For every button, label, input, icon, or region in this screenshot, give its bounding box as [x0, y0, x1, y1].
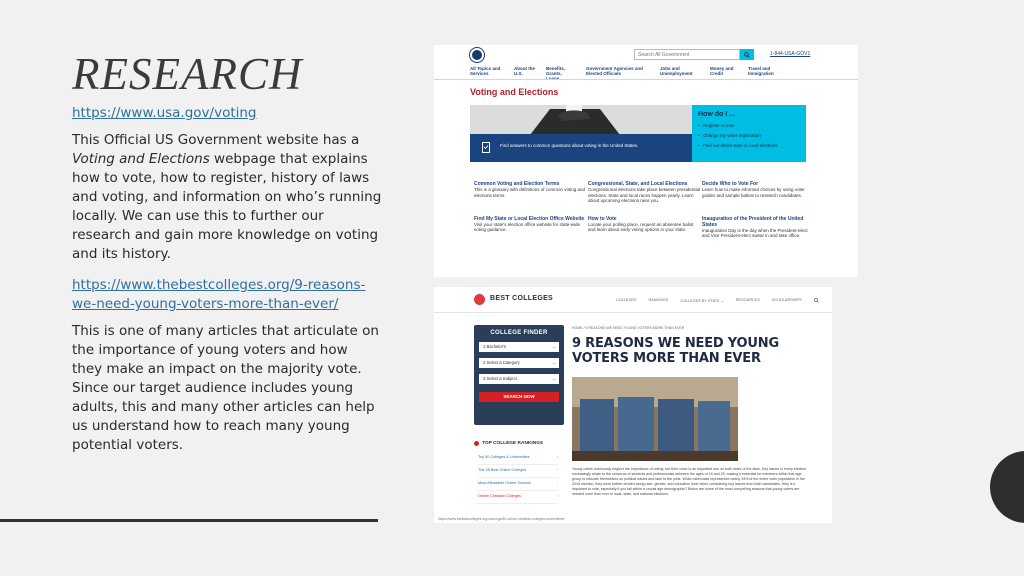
how-do-i-link[interactable]: • Change my voter registration	[698, 133, 800, 138]
best-colleges-link[interactable]: https://www.thebestcolleges.org/9-reasons-we-need-young-voters-more-than-ever/	[72, 277, 366, 312]
best-colleges-description: This is one of many articles that articulate on the importance of young voters and how they make an impact on the majority vote. Since our target audience includes young adults, this and many other articles can help us understand how to reach many young potential voters.	[72, 323, 379, 453]
ballot-hand-image	[470, 105, 692, 135]
best-colleges-screenshot	[434, 287, 832, 523]
chevron-down-icon: ⌄	[552, 344, 556, 349]
usa-gov-logo[interactable]	[470, 48, 484, 62]
topic-card-body: Visit your state's election office website for state-wide voting guidance.	[474, 221, 580, 232]
bc-menu-item[interactable]: RESOURCES	[735, 298, 760, 302]
bc-menu-item[interactable]: RANKINGS	[648, 298, 669, 302]
ranking-label: Most Affordable Online Schools	[478, 481, 531, 485]
chevron-right-icon: ›	[556, 468, 558, 472]
topic-card-title[interactable]: Common Voting and Election Terms	[474, 181, 560, 187]
ranking-link[interactable]	[478, 465, 558, 478]
chevron-down-icon: ⌄	[552, 376, 556, 381]
usa-gov-screenshot	[434, 45, 858, 277]
select-value: 3 Select a Subject	[483, 376, 517, 381]
ranking-label: Top 50 Colleges & Universities	[478, 455, 530, 459]
desc1-italic: Voting and Elections	[72, 151, 210, 167]
usa-how-do-i-panel	[692, 105, 806, 162]
usa-gov-link[interactable]: https://www.usa.gov/voting	[72, 105, 257, 121]
slide-text-column	[72, 104, 382, 455]
ranking-link[interactable]	[478, 452, 558, 465]
usa-nav-item[interactable]	[546, 66, 576, 80]
topic-card[interactable]	[588, 216, 702, 239]
topic-card-body: Inauguration Day is the day when the President-elect and Vice President-elect swear in and take office.	[702, 227, 808, 238]
voting-booths-image	[572, 377, 738, 461]
usa-nav-label: Government Agencies and Elected Officials	[586, 66, 643, 76]
chevron-right-icon: ›	[556, 481, 558, 485]
topic-card-title[interactable]: Congressional, State, and Local Elections	[588, 181, 688, 187]
checklist-icon	[482, 142, 490, 153]
how-do-i-title: How do I ...	[698, 111, 735, 118]
select-value: 1 Bachelor's	[483, 344, 506, 349]
usa-nav-divider	[434, 79, 858, 80]
desc1-suffix: webpage that explains how to vote, how to register, history of laws and voting, and information on who’s running locally. We can use this to further our research and gain more knowledge on voting and its history.	[72, 151, 382, 262]
usa-nav-label: Benefits, Grants,	[546, 66, 566, 76]
bc-menu-item[interactable]: COLLEGES	[616, 298, 637, 302]
topic-card[interactable]	[474, 181, 588, 204]
college-finder	[474, 325, 564, 425]
select-value: 2 Select a Category	[483, 360, 520, 365]
ranking-label: Online Christian Colleges	[478, 494, 521, 498]
how-do-i-link[interactable]: • Register to vote	[698, 123, 800, 128]
bc-menu-item[interactable]: COLLEGES BY STATE ⌄	[680, 299, 724, 303]
usa-search-input[interactable]: Search All Government	[634, 49, 740, 60]
rankings-title: TOP COLLEGE RANKINGS	[482, 441, 544, 446]
degree-select[interactable]	[479, 342, 559, 352]
usa-nav-label: All Topics and Services	[470, 66, 501, 76]
chevron-right-icon: ›	[556, 494, 558, 498]
topic-card[interactable]	[474, 216, 588, 239]
bottom-rule	[0, 519, 378, 522]
usa-nav-item[interactable]	[748, 66, 782, 80]
usa-page-heading: Voting and Elections	[470, 87, 559, 97]
usa-nav	[470, 66, 830, 80]
rankings-icon	[474, 441, 479, 446]
usa-nav-item[interactable]	[514, 66, 536, 80]
slide-title: RESEARCH	[72, 49, 303, 99]
rankings-list	[478, 452, 558, 504]
bc-brand[interactable]: BEST COLLEGES	[490, 295, 554, 302]
usa-gov-description	[72, 131, 382, 264]
usa-search-button[interactable]	[740, 49, 754, 60]
topic-card-title[interactable]: Inauguration of the President of the United States	[702, 215, 804, 228]
usa-hero-image	[470, 105, 692, 162]
usa-nav-label: Money and Credit	[710, 66, 734, 76]
breadcrumb[interactable]: HOME / 9 REASONS WE NEED YOUNG VOTERS MORE THAN EVER	[572, 326, 685, 330]
usa-phone-link[interactable]: 1-844-USA-GOV1	[770, 51, 811, 57]
usa-nav-label: Travel and Immigration	[748, 66, 774, 76]
college-finder-title: COLLEGE FINDER	[490, 330, 548, 336]
article-body: Young voters notoriously neglect the importance of voting; but their voice is an important one on both sides of the aisle. Key issues in every election increasingly relate to the concerns of students and professionals between the ages of 18 and 29, making it essential for members within that age group to educate themselves on political issues and take to the polls. While millennials represented nearly 34% of the entire voter population in the 2016 election, they were further divided along race, gender, and education level when considering key issues from both candidates. Why is it important to vote, especially if you fall within a crucial age demographic? Below are some of the most compelling reasons that young voters are needed more than ever in local, state, and national elections.	[572, 467, 807, 496]
search-icon	[744, 52, 750, 58]
ranking-link[interactable]	[478, 491, 558, 504]
usa-nav-item[interactable]	[470, 66, 504, 80]
ranking-label: The 25 Best Online Colleges	[478, 468, 527, 472]
topic-card-body: Locate your polling place, request an absentee ballot and learn about early voting options in your state.	[588, 221, 694, 232]
search-icon[interactable]	[814, 298, 819, 303]
topic-card[interactable]	[702, 181, 814, 204]
topic-card-body: Learn how to make informed choices by using voter guides and sample ballots to research candidates.	[702, 187, 805, 198]
usa-hero-text[interactable]: Find answers to common questions about voting in the United States.	[500, 143, 639, 148]
topic-card-body: This is a glossary with definitions of common voting and elections terms.	[474, 187, 586, 198]
decorative-circle	[990, 451, 1024, 523]
usa-nav-item[interactable]	[710, 66, 738, 80]
topic-card[interactable]	[702, 216, 814, 239]
usa-nav-label: Jobs and Unemployment	[660, 66, 693, 76]
usa-topbar	[434, 45, 858, 65]
topic-card-title[interactable]: Find My State or Local Election Office Website	[474, 215, 585, 222]
topic-card[interactable]	[588, 181, 702, 204]
subject-select[interactable]	[479, 374, 559, 384]
article-headline: 9 REASONS WE NEED YOUNG VOTERS MORE THAN EVER	[572, 336, 779, 366]
search-now-button[interactable]: SEARCH NOW	[479, 392, 559, 402]
status-url: https://www.thebestcolleges.org/rankings/50-online-christian-colleges-universities/	[438, 517, 565, 521]
ranking-link[interactable]	[478, 478, 558, 491]
usa-nav-item[interactable]	[586, 66, 650, 80]
usa-nav-label: About the U.S.	[514, 66, 535, 76]
usa-nav-item[interactable]	[660, 66, 700, 80]
how-do-i-link[interactable]: • Find out about state or local elections	[698, 143, 800, 148]
bc-logo-icon[interactable]	[474, 294, 485, 305]
bc-header	[434, 287, 832, 313]
desc1-prefix: This Official US Government website has a	[72, 132, 360, 148]
category-select[interactable]	[479, 358, 559, 368]
chevron-down-icon: ⌄	[552, 360, 556, 365]
voting-booths-photo	[572, 377, 738, 461]
chevron-right-icon: ›	[556, 455, 558, 459]
usa-topic-cards	[474, 181, 814, 239]
topic-card-title[interactable]: Decide Who to Vote For	[702, 181, 759, 187]
bc-menu	[616, 298, 819, 303]
topic-card-body: Congressional elections take place between presidential elections. State and local races happen yearly. Learn about upcoming elections near you.	[588, 187, 701, 203]
bc-menu-item[interactable]: SCHOLARSHIPS	[771, 298, 802, 302]
topic-card-title[interactable]: How to Vote	[588, 215, 617, 222]
usa-hero-band[interactable]	[470, 134, 692, 162]
